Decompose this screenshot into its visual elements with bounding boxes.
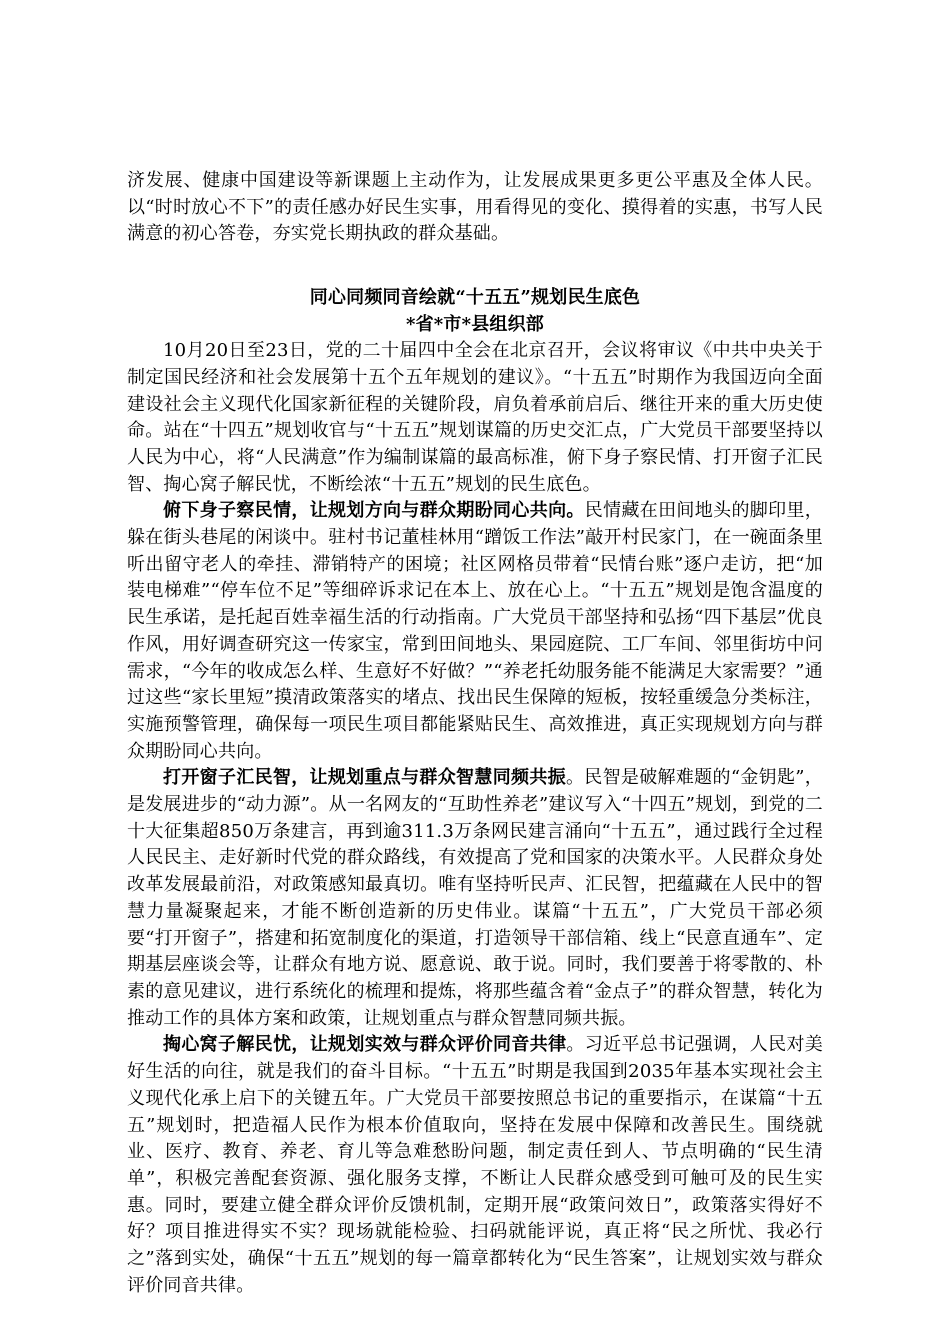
section-lead-3: 掏心窝子解民忧，让规划实效与群众评价同音共律	[163, 1034, 567, 1056]
section-lead-2: 打开窗子汇民智，让规划重点与群众智慧同频共振	[163, 767, 566, 789]
section-body-1: 民情藏在田间地头的脚印里，躲在街头巷尾的闲谈中。驻村书记董桂林用“蹭饭工作法”敲开村民家门，在一碗面条里听出留守老人的牵挂、滞销特产的困境；社区网格员带着“民情台账”逐户走访，把“加装电梯难”“停车位不足”等细碎诉求记在本上、放在心上。“十五五”规划是饱含温度的民生承诺，是托起百姓幸福生活的行动指南。广大党员干部坚持和弘扬“四下基层”优良作风，用好调查研究这一传家宝，常到田间地头、果园庭院、工厂车间、邻里街坊中问需求，“今年的收成怎么样、生意好不好做？”“养老托幼服务能不能满足大家需要？”通过这些“家长里短”摸清政策落实的堵点、找出民生保障的短板，按轻重缓急分类标注，实施预警管理，确保每一项民生项目都能紧贴民生、高效推进，真正实现规划方向与群众期盼同心共向。	[127, 500, 823, 762]
section-body-2: 。民智是破解难题的“金钥匙”，是发展进步的“动力源”。从一名网友的“互助性养老”建议写入“十四五”规划，到党的二十大征集超850万条建言，再到逾311.3万条网民建言涌向“十五五”，通过践行全过程人民民主、走好新时代党的群众路线，有效提高了党和国家的决策水平。人民群众身处改革发展最前沿，对政策感知最真切。唯有坚持听民声、汇民智，把蕴藏在人民中的智慧力量凝聚起来，才能不断创造新的历史伟业。谋篇“十五五”，广大党员干部必须要“打开窗子”，搭建和拓宽制度化的渠道，打造领导干部信箱、线上“民意直通车”、定期基层座谈会等，让群众有地方说、愿意说、敢于说。同时，我们要善于将零散的、朴素的意见建议，进行系统化的梳理和提炼，将那些蕴含着“金点子”的群众智慧，转化为推动工作的具体方案和政策，让规划重点与群众智慧同频共振。	[127, 767, 824, 1029]
document-page	[127, 168, 823, 1299]
section-paragraph-1	[127, 498, 823, 765]
article-title: 同心同频同音绘就“十五五”规划民生底色	[309, 287, 641, 309]
previous-article-ending: 济发展、健康中国建设等新课题上主动作为，让发展成果更多更公平惠及全体人民。以“时时放心不下”的责任感办好民生实事，用看得见的变化、摸得着的实惠，书写人民满意的初心答卷，夯实党长期执政的群众基础。	[127, 170, 823, 245]
section-paragraph-3	[127, 1032, 823, 1299]
article-author: *省*市*县组织部	[405, 314, 545, 336]
section-body-3: 。习近平总书记强调，人民对美好生活的向往，就是我们的奋斗目标。“十五五”时期是我国到2035年基本实现社会主义现代化承上启下的关键五年。广大党员干部要按照总书记的重要指示，在谋篇“十五五”规划时，把造福人民作为根本价值取向，坚持在发展中保障和改善民生。围绕就业、医疗、教育、养老、育儿等急难愁盼问题，制定责任到人、节点明确的“民生清单”，积极完善配套资源、强化服务支撑，不断让人民群众感受到可触可及的民生实惠。同时，要建立健全群众评价反馈机制，定期开展“政策问效日”，政策落实得好不好？项目推进得实不实？现场就能检验、扫码就能评说，真正将“民之所忧、我必行之”落到实处，确保“十五五”规划的每一篇章都转化为“民生答案”，让规划实效与群众评价同音共律。	[127, 1034, 823, 1296]
section-gap	[127, 248, 823, 284]
intro-paragraph: 10月20日至23日，党的二十届四中全会在北京召开，会议将审议《中共中央关于制定国民经济和社会发展第十五个五年规划的建议》。“十五五”时期作为我国迈向全面建设社会主义现代化国家新征程的关键阶段，肩负着承前启后、继往开来的重大历史使命。站在“十四五”规划收官与“十五五”规划谋篇的历史交汇点，广大党员干部要坚持以人民为中心，将“人民满意”作为编制谋篇的最高标准，俯下身子察民情、打开窗子汇民智、掏心窝子解民忧，不断绘浓“十五五”规划的民生底色。	[127, 340, 823, 495]
section-lead-1: 俯下身子察民情，让规划方向与群众期盼同心共向。	[163, 500, 585, 522]
section-paragraph-2	[127, 765, 823, 1032]
